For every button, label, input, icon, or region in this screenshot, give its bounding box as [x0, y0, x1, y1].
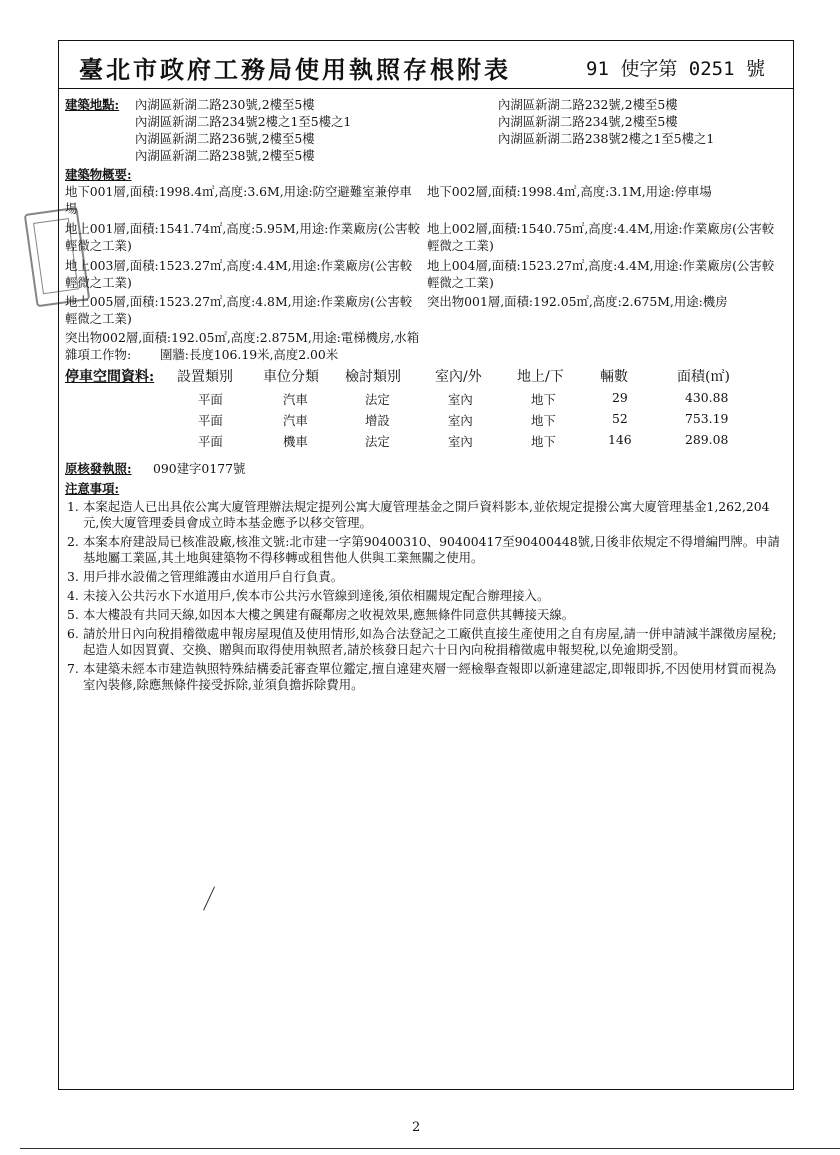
parking-cell: 機車 — [283, 434, 308, 449]
floor-entry: 地上002層,面積:1540.75㎡,高度:4.4M,用途:作業廠房(公害較 — [427, 221, 775, 236]
parking-cell: 汽車 — [283, 392, 308, 407]
floor-entry: 地下002層,面積:1998.4㎡,高度:3.1M,用途:停車場 — [427, 184, 712, 199]
note-item: 1. 本案起造人已出具依公寓大廈管理辦法規定提列公寓大廈管理基金之開戶資料影本,並依規定提撥公寓大廈管理基金1,262,204元,俟大廈管理委員會成立時本基金應予以移交管理。 — [67, 499, 770, 530]
note-item: 5. 本大樓設有共同天線,如因本大樓之興建有礙鄰房之收視效果,應無條件同意供其轉接天線。 — [67, 607, 575, 622]
parking-cell: 289.08 — [685, 432, 729, 447]
address-line: 內湖區新湖二路238號2樓之1至5樓之1 — [498, 131, 715, 146]
address-line: 內湖區新湖二路230號,2樓至5樓 — [135, 97, 315, 112]
parking-cell: 室內 — [448, 392, 473, 407]
floor-entry-cont: 輕微之工業) — [65, 275, 132, 290]
note-item: 2. 本案本府建設局已核准設廠,核准文號:北市建一字第90400310、90400417至90400448號,日後非依規定不得增編門牌。申請基地屬工業區,其土地與建築物不得移轉或租售他人供與工業無關之使用。 — [67, 534, 780, 565]
floor-entry: 地上001層,面積:1541.74㎡,高度:5.95M,用途:作業廠房(公害較 — [65, 221, 420, 236]
parking-cell: 52 — [612, 411, 628, 426]
floor-entry: 突出物001層,面積:192.05㎡,高度:2.675M,用途:機房 — [427, 294, 728, 309]
parking-cell: 地下 — [531, 392, 556, 407]
floor-entry: 地下001層,面積:1998.4㎡,高度:3.6M,用途:防空避難室兼停車 — [65, 184, 412, 199]
parking-cell: 汽車 — [283, 413, 308, 428]
address-line: 內湖區新湖二路236號,2樓至5樓 — [135, 131, 315, 146]
floor-entry-cont: 場 — [65, 201, 78, 216]
parking-col-header: 地上/下 — [517, 369, 564, 385]
note-item: 6. 請於卅日內向稅捐稽徵處申報房屋現值及使用情形,如為合法登記之工廠供直接生產使用之自有房屋,請一併申請減半課徵房屋稅;起造人如因買賣、交換、贈與而取得使用執照者,請於核發日起六十日內向稅捐稽徵處申報契稅,以免逾期受罰。 — [67, 626, 777, 657]
parking-row — [65, 390, 787, 408]
parking-cell: 146 — [608, 432, 632, 447]
parking-cell: 法定 — [365, 434, 390, 449]
header-bar — [59, 41, 793, 89]
floor-entry-cont: 輕微之工業) — [65, 238, 132, 253]
notes-list — [65, 499, 787, 696]
note-item: 4. 未接入公共污水下水道用戶,俟本市公共污水管線到達後,須依相關規定配合辦理接入。 — [67, 588, 550, 603]
overview-label: 建築物概要: — [65, 167, 132, 182]
parking-cell: 平面 — [198, 434, 223, 449]
parking-cell: 室內 — [448, 413, 473, 428]
page-number: 2 — [412, 1120, 421, 1135]
parking-cell: 29 — [612, 390, 628, 405]
floor-entry-cont: 輕微之工業) — [427, 275, 494, 290]
parking-cell: 平面 — [198, 392, 223, 407]
address-line: 內湖區新湖二路234號,2樓至5樓 — [498, 114, 678, 129]
parking-col-header: 車位分類 — [263, 369, 319, 385]
floor-entry-cont: 輕微之工業) — [65, 311, 132, 326]
license-number: 91 使字第 0251 號 — [586, 58, 765, 80]
floor-entry: 地上003層,面積:1523.27㎡,高度:4.4M,用途:作業廠房(公害較 — [65, 258, 413, 273]
notes-label: 注意事項: — [65, 481, 120, 496]
parking-col-header: 室內/外 — [435, 369, 482, 385]
protrusion-entry: 突出物002層,面積:192.05㎡,高度:2.875M,用途:電梯機房,水箱 — [65, 330, 420, 345]
parking-row — [65, 432, 787, 450]
parking-cell: 地下 — [531, 413, 556, 428]
document-frame — [58, 40, 794, 1090]
misc-works-label: 雜項工作物: — [65, 347, 132, 362]
document-title: 臺北市政府工務局使用執照存根附表 — [79, 55, 511, 84]
parking-cell: 平面 — [198, 413, 223, 428]
parking-cell: 430.88 — [685, 390, 729, 405]
bottom-rule — [20, 1148, 840, 1149]
parking-col-header: 面積(㎡) — [677, 369, 730, 385]
parking-cell: 增設 — [365, 413, 390, 428]
parking-header-row — [65, 366, 787, 386]
parking-cell: 室內 — [448, 434, 473, 449]
misc-works-value: 圍牆:長度106.19米,高度2.00米 — [160, 347, 339, 362]
location-label: 建築地點: — [65, 97, 120, 112]
address-line: 內湖區新湖二路232號,2樓至5樓 — [498, 97, 678, 112]
floor-entry: 地上005層,面積:1523.27㎡,高度:4.8M,用途:作業廠房(公害較 — [65, 294, 413, 309]
parking-cell: 地下 — [531, 434, 556, 449]
address-line: 內湖區新湖二路234號2樓之1至5樓之1 — [135, 114, 352, 129]
original-license-value: 090建字0177號 — [153, 461, 246, 476]
parking-col-header: 設置類別 — [177, 369, 233, 385]
parking-col-header: 檢討類別 — [345, 369, 401, 385]
parking-cell: 法定 — [365, 392, 390, 407]
floor-entry-cont: 輕微之工業) — [427, 238, 494, 253]
note-item: 7. 本建築未經本市建造執照特殊結構委託審查單位鑑定,擅自違建夾層一經檢舉查報即以新違建認定,即報即拆,不因使用材質而視為室內裝修,除應無條件接受拆除,並須負擔拆除費用。 — [67, 661, 777, 692]
parking-col-header: 輛數 — [600, 369, 628, 385]
original-license-label: 原核發執照: — [65, 461, 132, 476]
parking-cell: 753.19 — [685, 411, 729, 426]
parking-row — [65, 411, 787, 429]
parking-label: 停車空間資料: — [65, 369, 155, 385]
floor-entry: 地上004層,面積:1523.27㎡,高度:4.4M,用途:作業廠房(公害較 — [427, 258, 775, 273]
note-item: 3. 用戶排水設備之管理維護由水道用戶自行負責。 — [67, 569, 344, 584]
address-line: 內湖區新湖二路238號,2樓至5樓 — [135, 148, 315, 163]
